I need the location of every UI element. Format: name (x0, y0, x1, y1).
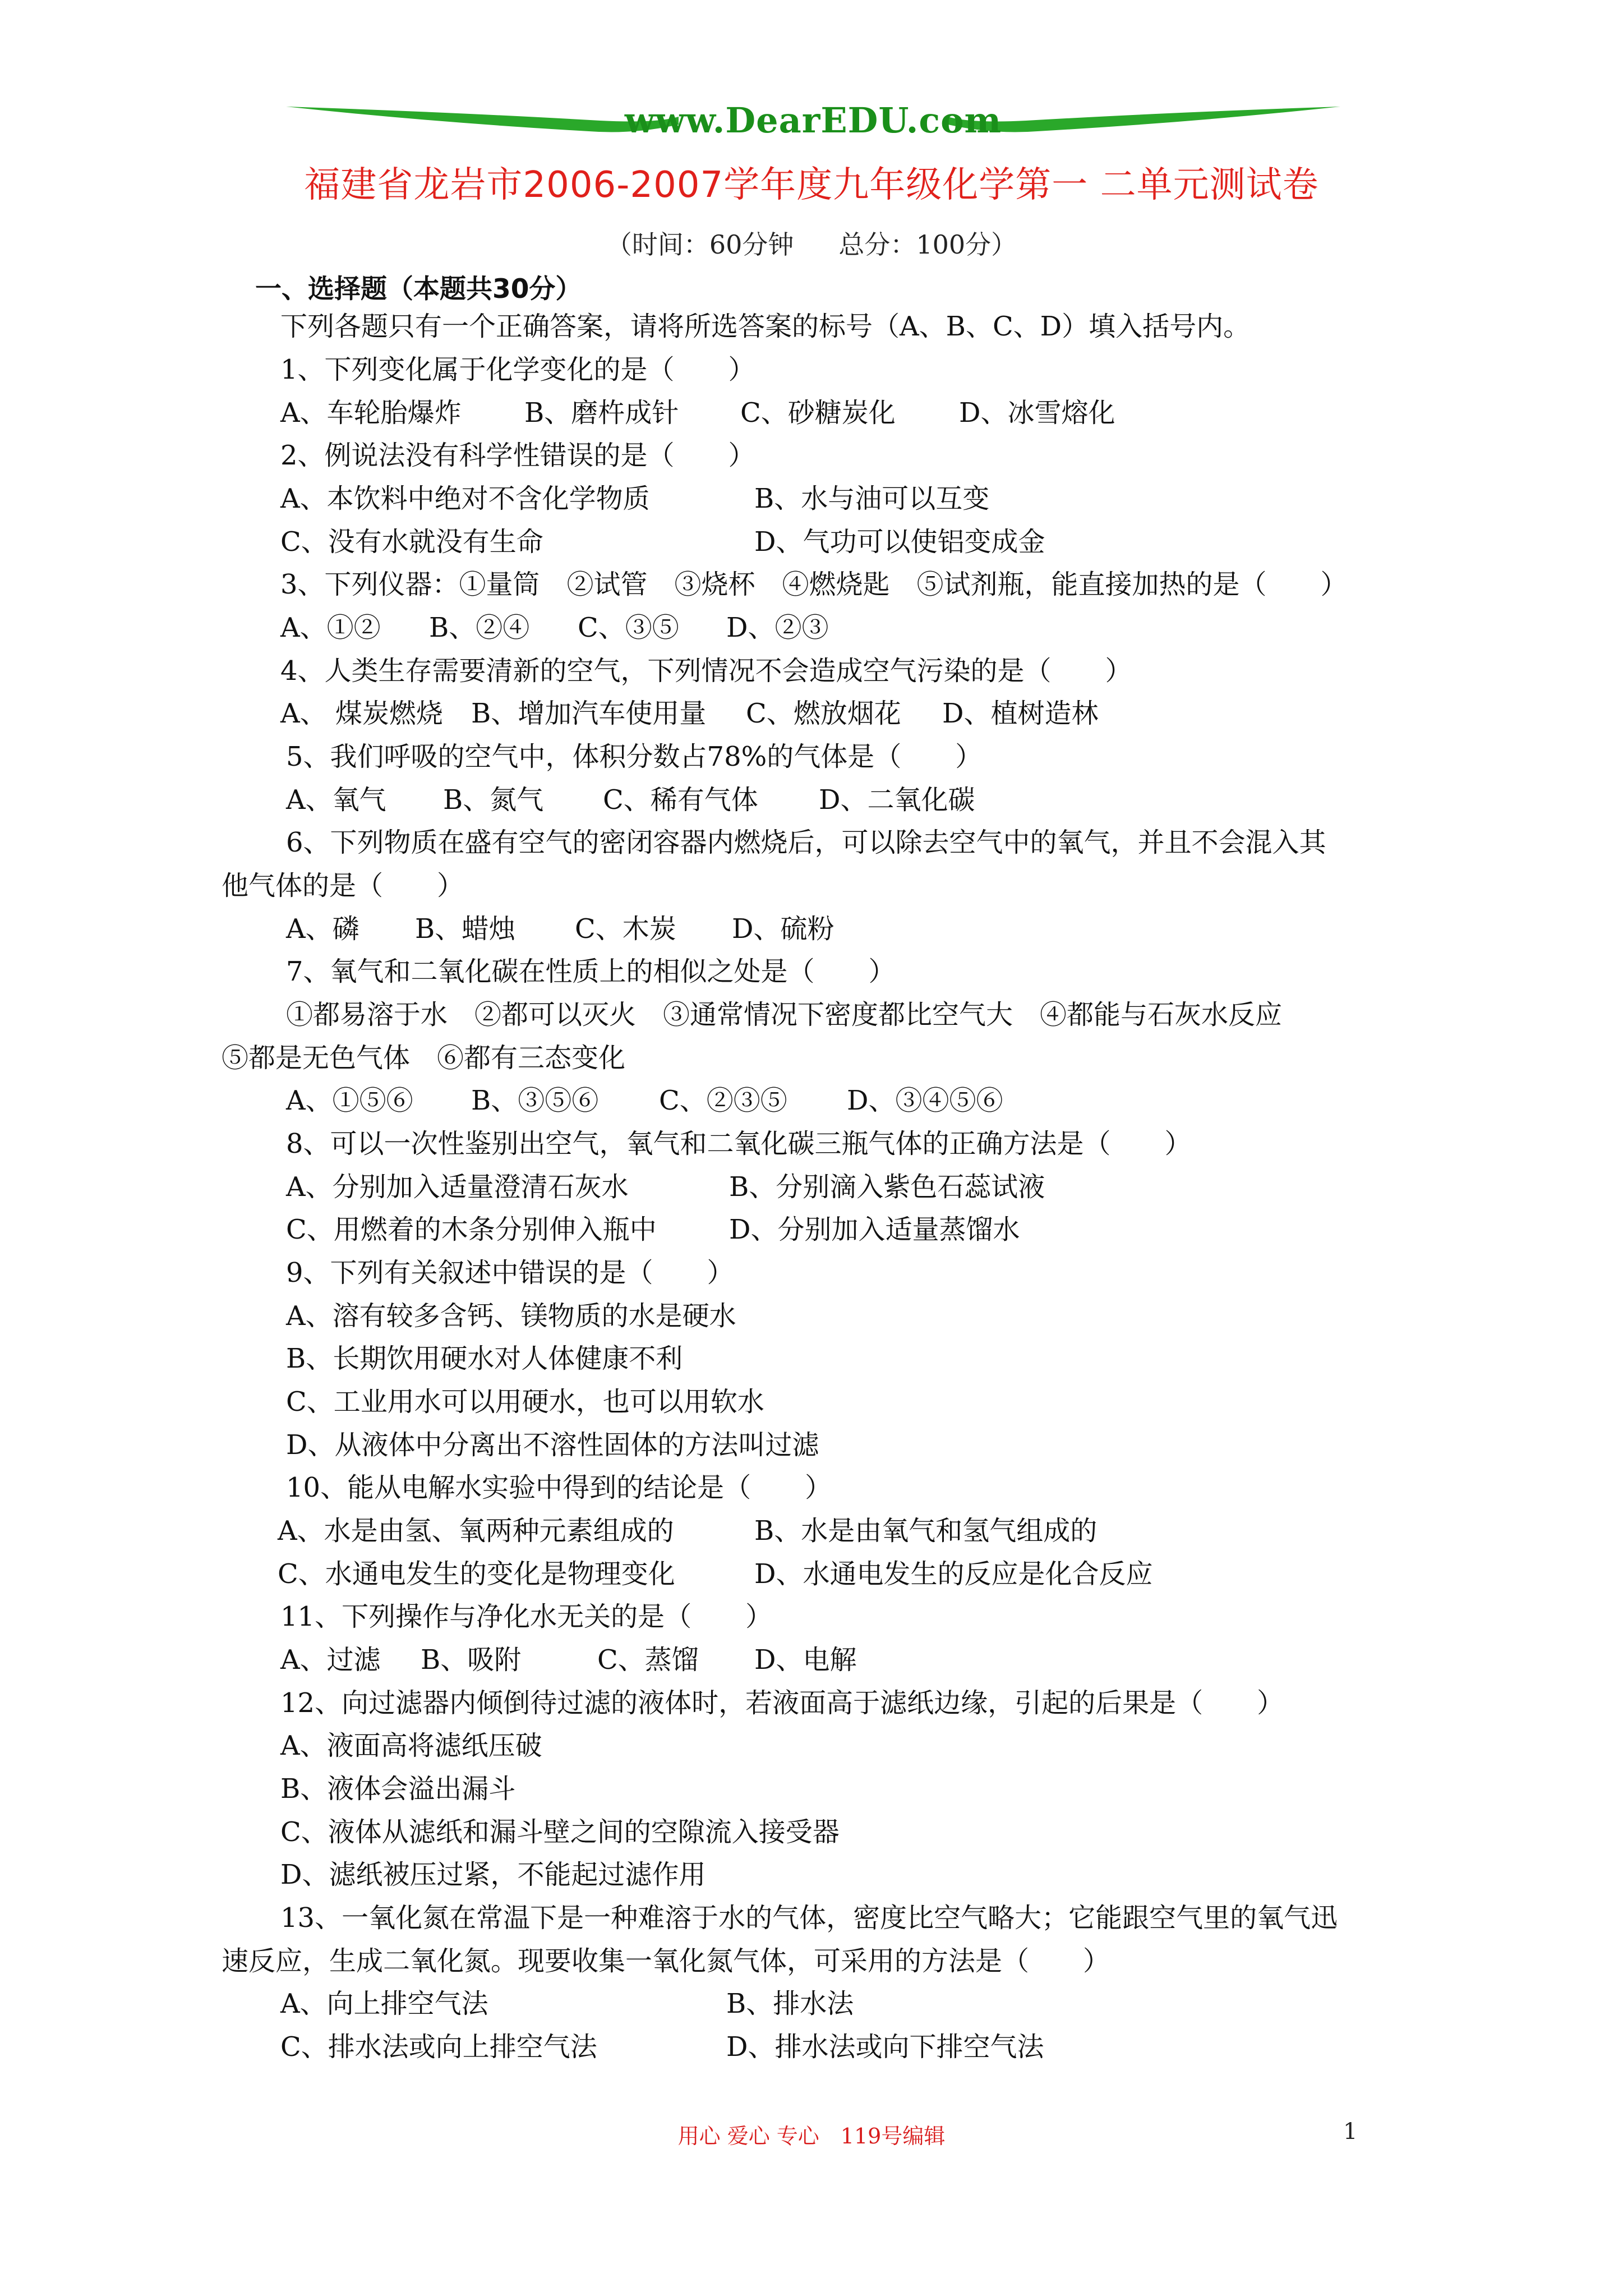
question-7-option-b: B、③⑤⑥ (471, 1085, 599, 1116)
exam-total-score: 总分：100分） (838, 229, 1017, 260)
question-10-option-d: D、水通电发生的反应是化合反应 (754, 1558, 1153, 1590)
question-2-option-c: C、没有水就没有生命 (280, 526, 543, 558)
question-12-option-b: B、液体会溢出漏斗 (280, 1773, 516, 1805)
page-title: 福建省龙岩市2006-2007学年度九年级化学第一 二单元测试卷 (304, 164, 1319, 206)
question-7-properties-cont: ⑤都是无色气体 ⑥都有三态变化 (222, 1042, 626, 1074)
question-12-stem: 12、向过滤器内倾倒待过滤的液体时，若液面高于滤纸边缘，引起的后果是（ ） (280, 1687, 1284, 1719)
question-11-option-b: B、吸附 (421, 1644, 522, 1676)
question-4-option-d: D、植树造林 (942, 698, 1099, 729)
question-13-stem: 13、一氧化氮在常温下是一种难溶于水的气体，密度比空气略大；它能跟空气里的氧气迅 (280, 1902, 1338, 1934)
question-5-option-b: B、氮气 (443, 784, 544, 816)
question-7-option-a: A、①⑤⑥ (286, 1085, 413, 1116)
question-3-option-b: B、②④ (429, 612, 530, 643)
question-4-option-c: C、燃放烟花 (746, 698, 901, 729)
question-2-stem: 2、例说法没有科学性错误的是（ ） (280, 440, 755, 471)
question-1-option-d: D、冰雪熔化 (959, 397, 1115, 429)
question-11-stem: 11、下列操作与净化水无关的是（ ） (280, 1601, 773, 1632)
question-8-option-b: B、分别滴入紫色石蕊试液 (729, 1171, 1045, 1203)
question-1-stem: 1、下列变化属于化学变化的是（ ） (280, 354, 755, 385)
question-8-option-c: C、用燃着的木条分别伸入瓶中 (286, 1214, 657, 1245)
question-9-option-c: C、工业用水可以用硬水，也可以用软水 (286, 1386, 764, 1418)
question-13-option-b: B、排水法 (726, 1988, 854, 2019)
page-number: 1 (1343, 2119, 1358, 2145)
question-13-stem-cont: 速反应，生成二氧化氮。现要收集一氧化氮气体，可采用的方法是（ ） (222, 1945, 1110, 1977)
question-9-option-b: B、长期饮用硬水对人体健康不利 (286, 1343, 683, 1374)
question-7-option-c: C、②③⑤ (659, 1085, 787, 1116)
site-logo-text[interactable]: www.DearEDU.com (624, 100, 1002, 141)
site-banner (286, 90, 1340, 157)
question-5-stem: 5、我们呼吸的空气中，体积分数占78%的气体是（ ） (286, 741, 983, 772)
question-5-option-a: A、氧气 (286, 784, 386, 816)
question-7-properties: ①都易溶于水 ②都可以灭火 ③通常情况下密度都比空气大 ④都能与石灰水反应 (286, 999, 1283, 1030)
question-3-option-a: A、①② (280, 612, 381, 643)
question-13-option-a: A、向上排空气法 (280, 1988, 488, 2019)
question-7-stem: 7、氧气和二氧化碳在性质上的相似之处是（ ） (286, 956, 896, 987)
question-6-option-b: B、蜡烛 (415, 913, 516, 945)
question-6-option-d: D、硫粉 (732, 913, 834, 945)
question-12-option-c: C、液体从滤纸和漏斗壁之间的空隙流入接受器 (280, 1816, 840, 1848)
question-5-option-d: D、二氧化碳 (819, 784, 975, 816)
exam-time: （时间：60分钟 (606, 229, 794, 260)
question-10-option-b: B、水是由氧气和氢气组成的 (754, 1515, 1098, 1547)
question-4-stem: 4、人类生存需要清新的空气，下列情况不会造成空气污染的是（ ） (280, 655, 1132, 687)
question-2-option-b: B、水与油可以互变 (754, 483, 990, 514)
question-1-option-b: B、磨杵成针 (524, 397, 679, 429)
question-6-option-a: A、磷 (286, 913, 359, 945)
section-heading: 一、选择题（本题共30分） (255, 274, 582, 305)
question-13-option-d: D、排水法或向下排空气法 (726, 2031, 1044, 2063)
question-8-stem: 8、可以一次性鉴别出空气，氧气和二氧化碳三瓶气体的正确方法是（ ） (286, 1128, 1192, 1159)
question-6-stem: 6、下列物质在盛有空气的密闭容器内燃烧后，可以除去空气中的氧气，并且不会混入其 (286, 827, 1326, 858)
question-1-option-c: C、砂糖炭化 (740, 397, 896, 429)
page-footer: 用心 爱心 专心 119号编辑 (677, 2124, 946, 2148)
exam-meta (0, 224, 1623, 261)
question-9-option-a: A、溶有较多含钙、镁物质的水是硬水 (286, 1300, 736, 1332)
question-11-option-c: C、蒸馏 (597, 1644, 699, 1676)
question-11-option-a: A、过滤 (280, 1644, 381, 1676)
question-10-option-a: A、水是由氢、氧两种元素组成的 (278, 1515, 674, 1547)
question-1-option-a: A、车轮胎爆炸 (280, 397, 462, 429)
question-2-option-a: A、本饮料中绝对不含化学物质 (280, 483, 650, 514)
question-4-option-a: A、 煤炭燃烧 (280, 698, 443, 729)
question-13-option-c: C、排水法或向上排空气法 (280, 2031, 597, 2063)
question-7-option-d: D、③④⑤⑥ (847, 1085, 1003, 1116)
question-10-option-c: C、水通电发生的变化是物理变化 (278, 1558, 675, 1590)
question-12-option-d: D、滤纸被压过紧，不能起过滤作用 (280, 1859, 706, 1890)
question-3-option-c: C、③⑤ (578, 612, 679, 643)
question-3-stem: 3、下列仪器：①量筒 ②试管 ③烧杯 ④燃烧匙 ⑤试剂瓶，能直接加热的是（ ） (280, 569, 1348, 600)
question-9-option-d: D、从液体中分离出不溶性固体的方法叫过滤 (286, 1429, 819, 1461)
question-12-option-a: A、液面高将滤纸压破 (280, 1730, 542, 1761)
question-10-stem: 10、能从电解水实验中得到的结论是（ ） (286, 1472, 832, 1503)
question-4-option-b: B、增加汽车使用量 (471, 698, 707, 729)
question-8-option-a: A、分别加入适量澄清石灰水 (286, 1171, 629, 1203)
question-2-option-d: D、气功可以使铝变成金 (754, 526, 1045, 558)
instruction-text: 下列各题只有一个正确答案，请将所选答案的标号（A、B、C、D）填入括号内。 (280, 311, 1251, 342)
question-5-option-c: C、稀有气体 (603, 784, 758, 816)
question-3-option-d: D、②③ (726, 612, 829, 643)
question-6-stem-cont: 他气体的是（ ） (222, 870, 464, 901)
question-6-option-c: C、木炭 (575, 913, 676, 945)
question-11-option-d: D、电解 (754, 1644, 857, 1676)
question-8-option-d: D、分别加入适量蒸馏水 (729, 1214, 1020, 1245)
question-9-stem: 9、下列有关叙述中错误的是（ ） (286, 1257, 734, 1289)
